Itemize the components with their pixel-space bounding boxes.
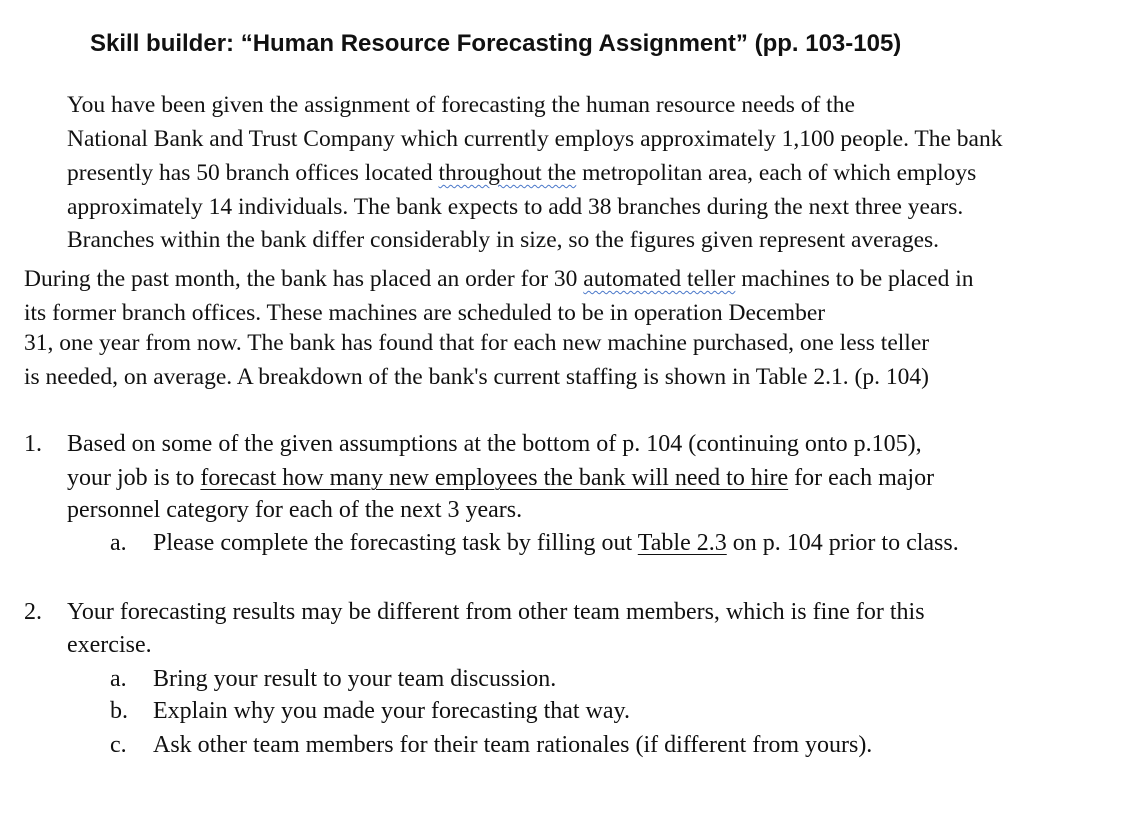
paragraph-2-line-2: its former branch offices. These machines are scheduled to be in operation December [24,300,826,326]
paragraph-2-line-1-start: During the past month, the bank has placed an order for 30 [24,266,584,292]
paragraph-1-line-1: You have been given the assignment of forecasting the human resource needs of the [67,92,855,118]
paragraph-1-line-2: National Bank and Trust Company which currently employs approximately 1,100 people. The bank [67,126,1003,152]
list-letter-2b: b. [110,698,128,724]
item-1-line-2-start: your job is to [67,465,201,491]
paragraph-1-line-3 [67,158,976,188]
paragraph-1-line-3-start: presently has 50 branch offices located [67,160,439,186]
paragraph-1-line-4: approximately 14 individuals. The bank expects to add 38 branches during the next three years. [67,194,964,220]
item-2-line-1: Your forecasting results may be different from other team members, which is fine for this [67,599,925,625]
list-letter-2a: a. [110,666,127,692]
item-1a-start: Please complete the forecasting task by filling out [153,530,638,556]
list-number-2: 2. [24,599,42,625]
item-1-line-3: personnel category for each of the next 3 years. [67,497,523,523]
underlined-forecast-task: forecast how many new employees the bank will need to hire [200,465,789,491]
item-1a-text [153,527,959,559]
item-1-line-2-end: for each major [788,465,935,491]
spellcheck-mark-automated-teller: automated teller [583,266,736,292]
paragraph-2-line-4: is needed, on average. A breakdown of the bank's current staffing is shown in Table 2.1. (p. 104) [24,364,929,390]
paragraph-1-line-3-end: metropolitan area, each of which employs [576,160,977,186]
underlined-table-reference: Table 2.3 [637,530,727,556]
item-2a-text: Bring your result to your team discussion. [153,666,557,692]
item-1a-end: on p. 104 prior to class. [726,530,959,556]
paragraph-2-line-3: 31, one year from now. The bank has found that for each new machine purchased, one less teller [24,330,930,356]
item-1-line-2 [67,462,934,494]
paragraph-1-line-5: Branches within the bank differ considerably in size, so the figures given represent averages. [67,227,940,253]
paragraph-2-line-1-end: machines to be placed in [735,266,974,292]
list-letter-1a: a. [110,530,127,556]
spellcheck-mark-throughout-the: throughout the [438,160,577,186]
document-title: Skill builder: “Human Resource Forecasting Assignment” (pp. 103-105) [90,30,902,57]
item-1-line-1: Based on some of the given assumptions at the bottom of p. 104 (continuing onto p.105), [67,431,922,457]
item-2c-text: Ask other team members for their team rationales (if different from yours). [153,732,873,758]
item-2b-text: Explain why you made your forecasting that way. [153,698,630,724]
item-2-line-2: exercise. [67,632,152,658]
list-letter-2c: c. [110,732,127,758]
paragraph-2-line-1 [24,264,974,294]
list-number-1: 1. [24,431,42,457]
